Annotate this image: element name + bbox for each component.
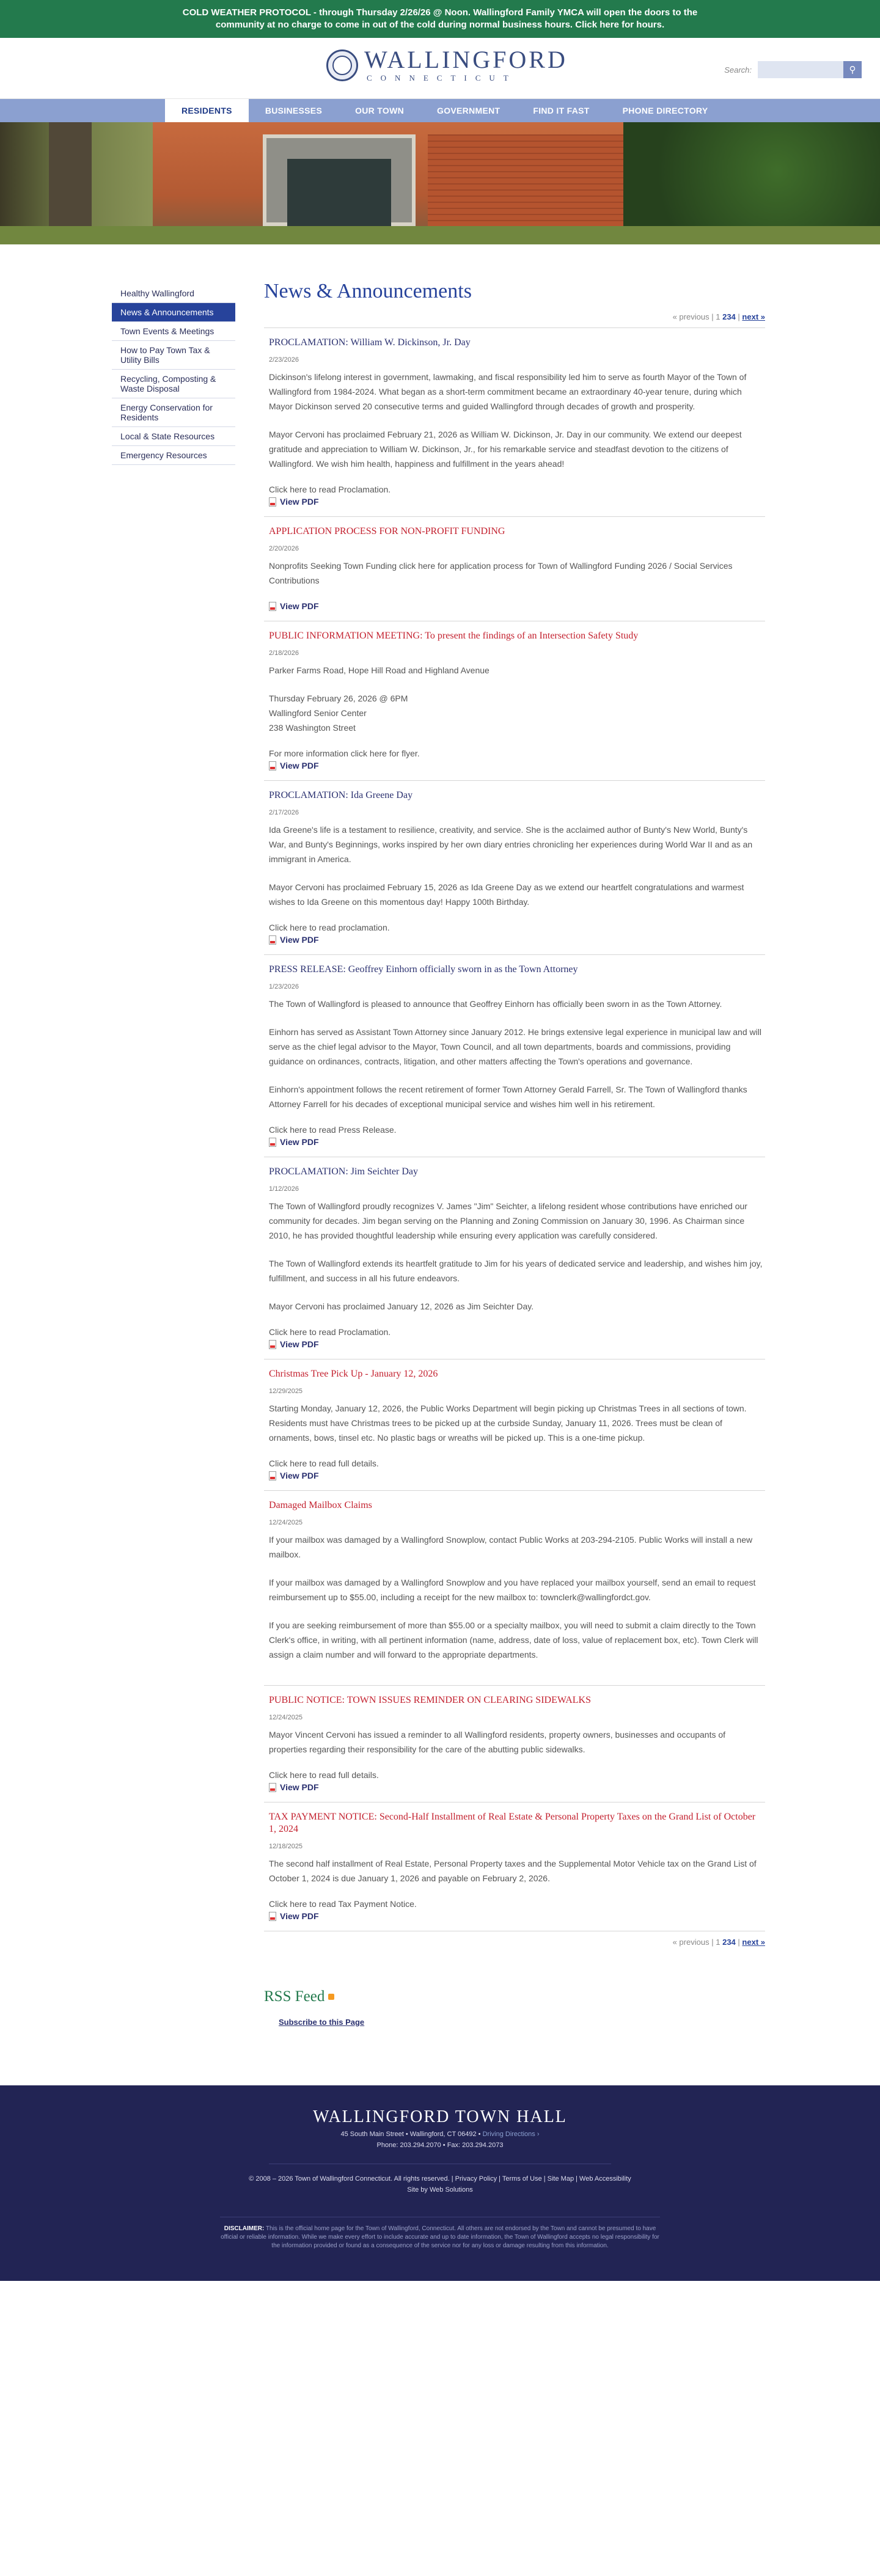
footer-address: 45 South Main Street • Wallingford, CT 06492 •	[340, 2131, 481, 2138]
rss-section	[264, 1988, 765, 2027]
article-read-link[interactable]: Click here to read Proclamation.	[269, 485, 391, 494]
pdf-icon	[269, 497, 276, 507]
article-read-link[interactable]: For more information click here for flyer.	[269, 748, 420, 758]
article-paragraph: If you are seeking reimbursement of more than $55.00 or a specialty mailbox, you will need to submit a claim directly to the Town Clerk's office, in writing, with all pertinent information (name, address, date of loss, value of replacement box, etc). Town Clerk will assign a claim number and will forward to the appropriate departments.	[269, 1620, 758, 1659]
pdf-icon	[269, 935, 276, 945]
pdf-icon	[269, 1783, 276, 1792]
sidebar-item-pay-bills[interactable]: How to Pay Town Tax & Utility Bills	[112, 341, 235, 370]
view-pdf-link[interactable]: View PDF	[269, 1137, 765, 1147]
article-title[interactable]: PROCLAMATION: Jim Seichter Day	[269, 1166, 418, 1177]
sidebar-item-resources[interactable]: Local & State Resources	[112, 427, 235, 446]
news-article	[264, 327, 765, 516]
article-date: 1/23/2026	[269, 983, 299, 990]
article-date: 12/29/2025	[269, 1388, 303, 1395]
article-paragraph: The Town of Wallingford extends its heartfelt gratitude to Jim for his years of dedicated service and leadership, and wishes him joy, fulfillment, and success in all his future endeavors.	[269, 1259, 763, 1283]
sidebar-item-energy[interactable]: Energy Conservation for Residents	[112, 398, 235, 427]
main-nav	[0, 99, 880, 122]
pdf-icon	[269, 1471, 276, 1480]
sidebar-item-news[interactable]: News & Announcements	[112, 303, 235, 322]
pager-page-2[interactable]: 2	[722, 312, 727, 321]
article-date: 2/23/2026	[269, 356, 299, 364]
article-date: 2/18/2026	[269, 649, 299, 657]
article-read-link[interactable]: Click here to read Tax Payment Notice.	[269, 1899, 417, 1909]
pager-page-2[interactable]: 2	[722, 1937, 727, 1947]
footer-credit[interactable]: Site by Web Solutions	[407, 2186, 473, 2194]
article-read-link[interactable]: Click here to read Proclamation.	[269, 1327, 391, 1337]
pager-previous[interactable]: « previous	[672, 312, 710, 321]
pdf-icon	[269, 761, 276, 770]
article-date: 12/24/2025	[269, 1519, 303, 1526]
article-title[interactable]: Damaged Mailbox Claims	[269, 1500, 372, 1510]
view-pdf-link[interactable]: View PDF	[269, 497, 765, 507]
view-pdf-link[interactable]: View PDF	[269, 601, 765, 611]
nav-government[interactable]: GOVERNMENT	[437, 106, 501, 115]
article-title[interactable]: APPLICATION PROCESS FOR NON-PROFIT FUNDING	[269, 526, 505, 536]
news-article	[264, 1157, 765, 1359]
view-pdf-link[interactable]: View PDF	[269, 1339, 765, 1349]
nav-residents[interactable]: RESIDENTS	[165, 99, 249, 122]
article-list	[264, 327, 765, 1931]
article-paragraph: The Town of Wallingford proudly recognizes V. James "Jim" Seichter, a lifelong resident whose contributions have enriched our community for decades. Jim began serving on the Planning and Zoning Commission on January 30, 1996. As Chairman since 2010, he has provided thoughtful leadership while ensuring every application was carefully considered.	[269, 1201, 747, 1240]
article-paragraph: The Town of Wallingford is pleased to announce that Geoffrey Einhorn has officially been sworn in as the Town Attorney.	[269, 999, 722, 1009]
article-paragraph: Einhorn's appointment follows the recent retirement of former Town Attorney Gerald Farrell, Sr. The Town of Wallingford thanks Attorney Farrell for his decades of exceptional municipal service and wishes him well in his retirement.	[269, 1085, 747, 1109]
article-paragraph: Parker Farms Road, Hope Hill Road and Highland Avenue	[269, 665, 490, 675]
rss-icon[interactable]	[328, 1994, 334, 2000]
footer-links[interactable]: © 2008 – 2026 Town of Wallingford Connecticut. All rights reserved. | Privacy Policy | Terms of Use | Site Map | Web Accessibility	[249, 2175, 631, 2183]
main-content	[264, 278, 765, 2027]
search-input[interactable]	[758, 61, 843, 78]
search-icon[interactable]: ⚲	[843, 61, 862, 78]
nav-our-town[interactable]: OUR TOWN	[355, 106, 404, 115]
sidebar-item-recycling[interactable]: Recycling, Composting & Waste Disposal	[112, 370, 235, 398]
article-date: 12/24/2025	[269, 1714, 303, 1721]
view-pdf-link[interactable]: View PDF	[269, 761, 765, 770]
article-paragraph: Mayor Cervoni has proclaimed January 12, 2026 as Jim Seichter Day.	[269, 1301, 534, 1311]
pdf-icon	[269, 1138, 276, 1147]
nav-businesses[interactable]: BUSINESSES	[265, 106, 323, 115]
cold-weather-alert-banner[interactable]	[0, 0, 880, 38]
site-footer	[0, 2085, 880, 2281]
article-title[interactable]: PRESS RELEASE: Geoffrey Einhorn officially sworn in as the Town Attorney	[269, 964, 578, 975]
sidebar-item-emergency[interactable]: Emergency Resources	[112, 446, 235, 465]
article-title[interactable]: Christmas Tree Pick Up - January 12, 2026	[269, 1369, 438, 1379]
pager-page-3[interactable]: 3	[727, 1937, 732, 1947]
article-date: 12/18/2025	[269, 1843, 303, 1850]
article-read-link[interactable]: Click here to read proclamation.	[269, 923, 390, 932]
article-paragraph: Einhorn has served as Assistant Town Attorney since January 2012. He brings extensive legal experience in municipal law and will serve as the chief legal advisor to the Mayor, Town Council, and all town departments, boards and commissions, providing guidance on ordinances, contracts, litigation, and other matters affecting the Town's operations and governance.	[269, 1027, 761, 1066]
article-paragraph: Starting Monday, January 12, 2026, the Public Works Department will begin picking up Christmas Trees in all sections of town. Residents must have Christmas trees to be picked up at the curbside Sunday, January 11, 2026. Trees must be clean of ornaments, bows, tinsel etc. No plastic bags or wreaths will be picked up. This is a one-time pickup.	[269, 1403, 747, 1443]
article-paragraph: Ida Greene's life is a testament to resilience, creativity, and service. She is the acclaimed author of Bunty's New World, Bunty's War, and Bunty's Beginnings, works inspired by her own diary entries chronicling her experiences during World War II and as an immigrant in America.	[269, 825, 753, 864]
sidebar-nav	[112, 284, 235, 2027]
pdf-icon	[269, 1340, 276, 1349]
alert-text[interactable]: COLD WEATHER PROTOCOL - through Thursday 2/26/26 @ Noon. Wallingford Family YMCA will open the doors to the community at no charge to come in out of the cold during normal business hours. Click here for hours.	[182, 7, 698, 30]
site-header	[0, 38, 880, 99]
article-date: 1/12/2026	[269, 1185, 299, 1193]
news-article	[264, 954, 765, 1157]
article-read-link[interactable]: Click here to read Press Release.	[269, 1125, 397, 1135]
pager-previous[interactable]: « previous	[672, 1937, 710, 1947]
search-bar	[724, 61, 862, 78]
rss-title: RSS Feed	[264, 1988, 325, 2005]
pager-next[interactable]: next »	[742, 312, 765, 321]
pager-page-4[interactable]: 4	[731, 1937, 736, 1947]
news-article	[264, 780, 765, 954]
site-logo[interactable]	[326, 48, 568, 83]
view-pdf-link[interactable]: View PDF	[269, 1782, 765, 1792]
page-title: News & Announcements	[264, 280, 472, 302]
article-paragraph: If your mailbox was damaged by a Wallingford Snowplow, contact Public Works at 203-294-2105. Public Works will install a new mailbox.	[269, 1535, 753, 1559]
pager-current: 1	[716, 1937, 721, 1947]
article-read-link[interactable]: Click here to read full details.	[269, 1770, 379, 1780]
footer-phone: Phone: 203.294.2070 • Fax: 203.294.2073	[376, 2142, 504, 2149]
article-title[interactable]: TAX PAYMENT NOTICE: Second-Half Installment of Real Estate & Personal Property Taxes on the Grand List of October 1, 2024	[269, 1812, 756, 1834]
sidebar-item-healthy-wallingford[interactable]: Healthy Wallingford	[112, 284, 235, 303]
news-article	[264, 621, 765, 780]
content-area	[0, 278, 880, 2027]
news-article	[264, 1359, 765, 1490]
hero-image	[0, 122, 880, 244]
article-date: 2/17/2026	[269, 809, 299, 816]
news-article	[264, 1490, 765, 1685]
pager-next[interactable]: next »	[742, 1937, 765, 1947]
driving-directions-link[interactable]: Driving Directions ›	[482, 2131, 540, 2138]
pdf-icon	[269, 1912, 276, 1921]
footer-title: WALLINGFORD TOWN HALL	[313, 2107, 567, 2126]
article-paragraph: Nonprofits Seeking Town Funding click here for application process for Town of Wallingford Funding 2026 / Social Services Contributions	[269, 561, 733, 585]
article-title[interactable]: PROCLAMATION: Ida Greene Day	[269, 790, 413, 800]
article-read-link[interactable]: Click here to read full details.	[269, 1458, 379, 1468]
footer-disclaimer: DISCLAIMER: This is the official home page for the Town of Wallingford, Connecticut. All others are not endorsed by the Town and cannot be presumed to have official or reliable information. While we make every effort to include accurate and up to date information, the Town of Wallingford accepts no legal responsibility for the information provided or found as a consequence of the service nor for any loss or damage resulting from this information.	[221, 2225, 659, 2249]
brand-subtitle: CONNECTICUT	[367, 73, 517, 82]
town-seal-icon	[326, 49, 358, 81]
pager-page-4[interactable]: 4	[731, 312, 736, 321]
view-pdf-link[interactable]: View PDF	[269, 1911, 765, 1921]
sidebar-item-events[interactable]: Town Events & Meetings	[112, 322, 235, 341]
article-paragraph: Thursday February 26, 2026 @ 6PM Wallingford Senior Center 238 Washington Street	[269, 693, 408, 733]
subscribe-link[interactable]: Subscribe to this Page	[279, 2018, 365, 2027]
search-label: Search:	[724, 65, 752, 75]
article-paragraph: Dickinson's lifelong interest in government, lawmaking, and fiscal responsibility led him to serve as fourth Mayor of the Town of Wallingford from 1984-2024. What began as a short-term commitment became an extraordinary 40-year tenure, during which Mayor Dickinson served 20 consecutive terms and guided Wallingford through decades of growth and prosperity.	[269, 372, 747, 411]
news-article	[264, 1802, 765, 1931]
brand-name: WALLINGFORD	[364, 46, 568, 73]
article-title[interactable]: PUBLIC INFORMATION MEETING: To present the findings of an Intersection Safety Study	[269, 631, 639, 641]
nav-phone-directory[interactable]: PHONE DIRECTORY	[622, 106, 708, 115]
article-title[interactable]: PUBLIC NOTICE: TOWN ISSUES REMINDER ON CLEARING SIDEWALKS	[269, 1695, 591, 1705]
article-paragraph: Mayor Vincent Cervoni has issued a reminder to all Wallingford residents, property owners, businesses and occupants of properties regarding their responsibility for the care of the abutting public sidewalks.	[269, 1730, 726, 1754]
article-paragraph: Mayor Cervoni has proclaimed February 21, 2026 as William W. Dickinson, Jr. Day in our community. We extend our deepest gratitude and appreciation to William W. Dickinson, Jr., for his remarkable service and steadfast devotion to the citizens of Wallingford. We wish him health, happiness and fulfillment in the years ahead!	[269, 430, 742, 469]
pager-current: 1	[716, 312, 721, 321]
pagination-top: « previous | 1 234 | next »	[672, 312, 765, 321]
article-paragraph: Mayor Cervoni has proclaimed February 15, 2026 as Ida Greene Day as we extend our heartfelt congratulations and warmest wishes to Ida Greene on this momentous day! Happy 100th Birthday.	[269, 882, 744, 907]
view-pdf-link[interactable]: View PDF	[269, 1471, 765, 1480]
pager-page-3[interactable]: 3	[727, 312, 732, 321]
pdf-icon	[269, 602, 276, 611]
article-date: 2/20/2026	[269, 545, 299, 552]
article-paragraph: The second half installment of Real Estate, Personal Property taxes and the Supplemental Motor Vehicle tax on the Grand List of October 1, 2024 is due January 1, 2026 and payable on February 2, 2026.	[269, 1859, 757, 1883]
nav-find-it-fast[interactable]: FIND IT FAST	[533, 106, 590, 115]
view-pdf-link[interactable]: View PDF	[269, 935, 765, 945]
article-paragraph: If your mailbox was damaged by a Wallingford Snowplow and you have replaced your mailbox yourself, send an email to request reimbursement up to $55.00, including a receipt for the new mailbox to: townclerk@wallingfordct.gov.	[269, 1578, 756, 1602]
news-article	[264, 516, 765, 621]
article-title[interactable]: PROCLAMATION: William W. Dickinson, Jr. Day	[269, 337, 471, 348]
pagination-bottom: « previous | 1 234 | next »	[264, 1931, 765, 1947]
news-article	[264, 1685, 765, 1802]
